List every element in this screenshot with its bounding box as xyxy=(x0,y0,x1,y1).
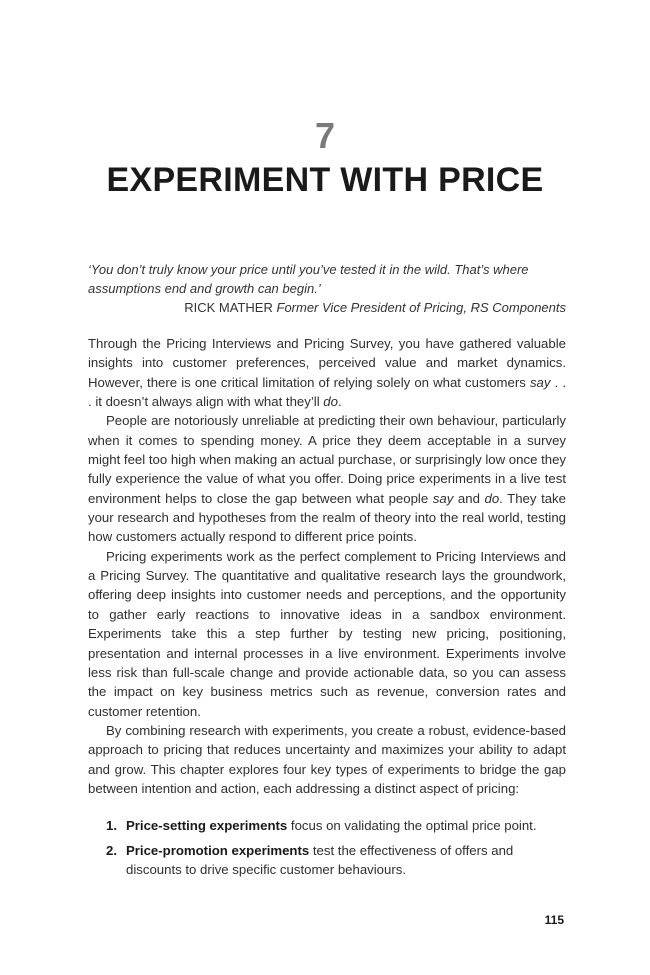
emphasis-do: do xyxy=(323,394,338,410)
epigraph xyxy=(88,260,566,317)
epigraph-quote: ‘You don’t truly know your price until you’ve tested it in the wild. That’s where assumptions end and growth can begin.’ xyxy=(88,262,529,296)
list-item-text: focus on validating the optimal price point. xyxy=(287,818,537,834)
paragraph-1-text-b: . . . it doesn’t always align with what they’ll xyxy=(88,374,566,410)
paragraph-1-text-c: . xyxy=(337,394,342,410)
paragraph-1 xyxy=(88,334,566,411)
paragraph-3: Pricing experiments work as the perfect complement to Pricing Interviews and a Pricing Survey. The quantitative and qualitative research lays the groundwork, offering deep insights into customer needs and perceptions, and the opportunity to gather early reactions to innovative ideas in a sandbox environment. Experiments take this a step further by testing new pricing, positioning, presentation and internal processes in a live environment. Experiments involve less risk than full-scale change and provide actionable data, so you can assess the impact on key business metrics such as revenue, conversion rates and customer retention. xyxy=(88,548,566,719)
experiment-types-list xyxy=(88,816,566,879)
list-item-number: 2. xyxy=(106,842,117,858)
emphasis-say: say xyxy=(529,374,551,390)
paragraph-2-text-b: and xyxy=(453,490,485,506)
emphasis-say: say xyxy=(432,490,454,506)
epigraph-author-role: Former Vice President of Pricing, RS Components xyxy=(276,300,566,315)
list-item-text: test the effectiveness of offers and discounts to drive specific customer behaviours. xyxy=(126,842,514,877)
paragraph-2 xyxy=(88,411,566,546)
paragraph-2-text-c: . They take your research and hypotheses from the realm of theory into the real world, testing how customers actually respond to different price points. xyxy=(88,490,566,545)
epigraph-author: RICK MATHER xyxy=(184,300,273,315)
list-item-term: Price-setting experiments xyxy=(126,818,288,834)
chapter-number: 7 xyxy=(314,115,336,156)
paragraph-4: By combining research with experiments, you create a robust, evidence-based approach to pricing that reduces uncertainty and maximizes your ability to adapt and grow. This chapter explores four key types of experiments to bridge the gap between intention and action, each addressing a distinct aspect of pricing: xyxy=(88,722,566,796)
emphasis-do: do xyxy=(484,490,500,506)
page-number: 115 xyxy=(544,913,564,927)
chapter-title: EXPERIMENT WITH PRICE xyxy=(106,161,544,199)
list-item xyxy=(88,816,566,835)
chapter-body xyxy=(88,334,566,884)
paragraph-2-text-a: People are notoriously unreliable at predicting their own behaviour, particularly when it comes to spending money. A price they deem acceptable in a survey might feel too high when making an actual purchase, or surprisingly low once they fully experience the value of what you offer. Doing price experiments in a live test environment helps to close the gap between what people xyxy=(88,413,566,506)
list-item-term: Price-promotion experiments xyxy=(126,842,310,858)
list-item-number: 1. xyxy=(106,818,117,834)
epigraph-attribution xyxy=(88,298,566,317)
list-item xyxy=(88,841,566,880)
paragraph-1-text-a: Through the Pricing Interviews and Pricing Survey, you have gathered valuable insights into customer preferences, perceived value and market dynamics. However, there is one critical limitation of relying solely on what customers xyxy=(88,336,566,390)
